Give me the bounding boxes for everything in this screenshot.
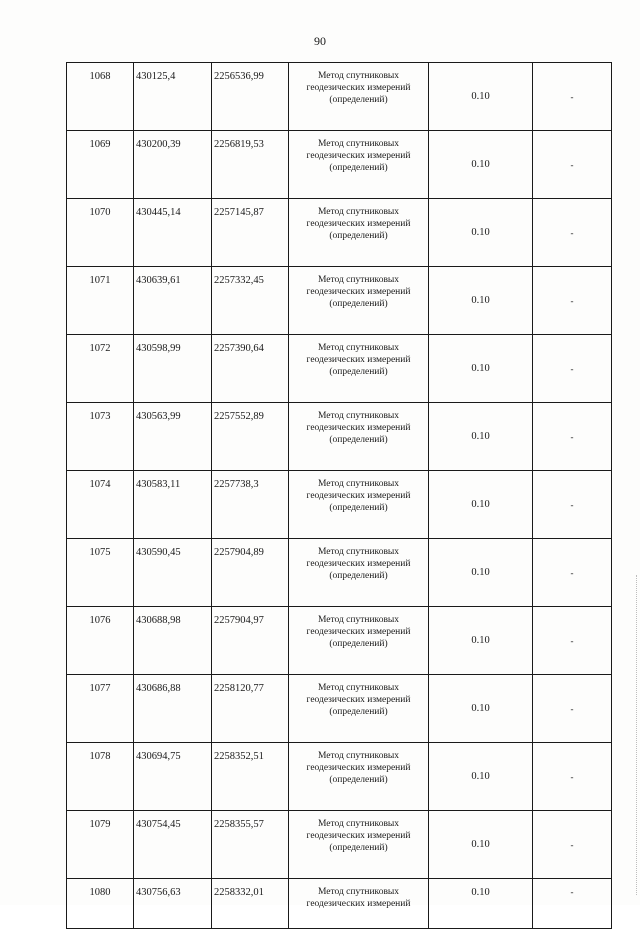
method-cell	[289, 267, 429, 335]
point-number-cell: 1068	[67, 63, 134, 131]
method-cell	[289, 63, 429, 131]
x-coordinate-cell: 430756,63	[134, 879, 212, 929]
method-line: геодезических измерений	[306, 491, 411, 501]
table-row	[67, 879, 612, 929]
accuracy-cell: 0.10	[429, 743, 533, 811]
accuracy-cell: 0.10	[429, 879, 533, 929]
x-coordinate-cell: 430688,98	[134, 607, 212, 675]
method-line: геодезических измерений	[306, 151, 411, 161]
accuracy-cell: 0.10	[429, 131, 533, 199]
point-number-cell: 1073	[67, 403, 134, 471]
note-cell: -	[533, 403, 612, 471]
y-coordinate-cell: 2257552,89	[212, 403, 289, 471]
x-coordinate-cell: 430639,61	[134, 267, 212, 335]
method-line: геодезических измерений	[306, 831, 411, 841]
method-line: (определений)	[329, 163, 388, 173]
method-line: Метод спутниковых	[317, 819, 400, 829]
x-coordinate-cell: 430754,45	[134, 811, 212, 879]
method-line: Метод спутниковых	[317, 71, 400, 81]
note-cell: -	[533, 607, 612, 675]
method-line: Метод спутниковых	[317, 887, 400, 897]
method-line: (определений)	[329, 95, 388, 105]
x-coordinate-cell: 430445,14	[134, 199, 212, 267]
method-line: геодезических измерений	[306, 287, 411, 297]
x-coordinate-cell: 430563,99	[134, 403, 212, 471]
point-number-cell: 1077	[67, 675, 134, 743]
method-cell	[289, 879, 429, 929]
point-number-cell: 1079	[67, 811, 134, 879]
method-line: Метод спутниковых	[317, 751, 400, 761]
table-row	[67, 743, 612, 811]
point-number-cell: 1074	[67, 471, 134, 539]
accuracy-cell: 0.10	[429, 335, 533, 403]
method-line: (определений)	[329, 503, 388, 513]
y-coordinate-cell: 2258352,51	[212, 743, 289, 811]
method-line: геодезических измерений	[306, 695, 411, 705]
y-coordinate-cell: 2257332,45	[212, 267, 289, 335]
method-line: (определений)	[329, 571, 388, 581]
accuracy-cell: 0.10	[429, 675, 533, 743]
y-coordinate-cell: 2257145,87	[212, 199, 289, 267]
table-row	[67, 403, 612, 471]
note-cell: -	[533, 743, 612, 811]
x-coordinate-cell: 430583,11	[134, 471, 212, 539]
note-cell: -	[533, 267, 612, 335]
table-row	[67, 131, 612, 199]
note-cell: -	[533, 63, 612, 131]
accuracy-cell: 0.10	[429, 811, 533, 879]
note-cell: -	[533, 811, 612, 879]
y-coordinate-cell: 2258355,57	[212, 811, 289, 879]
method-cell	[289, 607, 429, 675]
method-line: (определений)	[329, 843, 388, 853]
method-line: Метод спутниковых	[317, 343, 400, 353]
method-line: геодезических измерений	[306, 763, 411, 773]
method-cell	[289, 403, 429, 471]
y-coordinate-cell: 2257904,97	[212, 607, 289, 675]
table-row	[67, 335, 612, 403]
method-cell	[289, 335, 429, 403]
method-cell	[289, 199, 429, 267]
method-line: Метод спутниковых	[317, 547, 400, 557]
method-cell	[289, 811, 429, 879]
point-number-cell: 1078	[67, 743, 134, 811]
method-line: Метод спутниковых	[317, 139, 400, 149]
method-line: геодезических измерений	[306, 899, 411, 909]
y-coordinate-cell: 2257738,3	[212, 471, 289, 539]
accuracy-cell: 0.10	[429, 607, 533, 675]
y-coordinate-cell: 2257390,64	[212, 335, 289, 403]
note-cell: -	[533, 471, 612, 539]
method-cell	[289, 131, 429, 199]
note-cell: -	[533, 675, 612, 743]
method-line: (определений)	[329, 775, 388, 785]
accuracy-cell: 0.10	[429, 403, 533, 471]
table-row	[67, 267, 612, 335]
table-row	[67, 199, 612, 267]
method-line: Метод спутниковых	[317, 275, 400, 285]
note-cell: -	[533, 199, 612, 267]
y-coordinate-cell: 2256536,99	[212, 63, 289, 131]
note-cell: -	[533, 335, 612, 403]
x-coordinate-cell: 430590,45	[134, 539, 212, 607]
note-cell: -	[533, 879, 612, 929]
method-line: геодезических измерений	[306, 83, 411, 93]
scan-edge-mark	[636, 575, 639, 895]
y-coordinate-cell: 2256819,53	[212, 131, 289, 199]
method-line: (определений)	[329, 367, 388, 377]
table-row	[67, 811, 612, 879]
method-line: геодезических измерений	[306, 559, 411, 569]
method-cell	[289, 471, 429, 539]
method-line: Метод спутниковых	[317, 411, 400, 421]
coordinates-table-body	[67, 63, 612, 929]
y-coordinate-cell: 2257904,89	[212, 539, 289, 607]
table-row	[67, 471, 612, 539]
point-number-cell: 1070	[67, 199, 134, 267]
method-line: геодезических измерений	[306, 423, 411, 433]
table-row	[67, 607, 612, 675]
table-row	[67, 539, 612, 607]
table-row	[67, 675, 612, 743]
method-line: (определений)	[329, 231, 388, 241]
method-line: Метод спутниковых	[317, 207, 400, 217]
point-number-cell: 1076	[67, 607, 134, 675]
page-number: 90	[314, 34, 326, 48]
y-coordinate-cell: 2258332,01	[212, 879, 289, 929]
method-cell	[289, 743, 429, 811]
accuracy-cell: 0.10	[429, 539, 533, 607]
point-number-cell: 1080	[67, 879, 134, 929]
accuracy-cell: 0.10	[429, 471, 533, 539]
method-line: (определений)	[329, 435, 388, 445]
method-cell	[289, 675, 429, 743]
x-coordinate-cell: 430694,75	[134, 743, 212, 811]
x-coordinate-cell: 430686,88	[134, 675, 212, 743]
method-cell	[289, 539, 429, 607]
x-coordinate-cell: 430125,4	[134, 63, 212, 131]
y-coordinate-cell: 2258120,77	[212, 675, 289, 743]
method-line: геодезических измерений	[306, 627, 411, 637]
method-line: геодезических измерений	[306, 355, 411, 365]
coordinates-table	[66, 62, 612, 929]
note-cell: -	[533, 539, 612, 607]
method-line: (определений)	[329, 299, 388, 309]
point-number-cell: 1072	[67, 335, 134, 403]
accuracy-cell: 0.10	[429, 267, 533, 335]
point-number-cell: 1069	[67, 131, 134, 199]
accuracy-cell: 0.10	[429, 199, 533, 267]
method-line: (определений)	[329, 639, 388, 649]
method-line: (определений)	[329, 707, 388, 717]
note-cell: -	[533, 131, 612, 199]
method-line: геодезических измерений	[306, 219, 411, 229]
x-coordinate-cell: 430598,99	[134, 335, 212, 403]
table-row	[67, 63, 612, 131]
x-coordinate-cell: 430200,39	[134, 131, 212, 199]
method-line: Метод спутниковых	[317, 683, 400, 693]
method-line: Метод спутниковых	[317, 615, 400, 625]
point-number-cell: 1075	[67, 539, 134, 607]
method-line: Метод спутниковых	[317, 479, 400, 489]
accuracy-cell: 0.10	[429, 63, 533, 131]
point-number-cell: 1071	[67, 267, 134, 335]
